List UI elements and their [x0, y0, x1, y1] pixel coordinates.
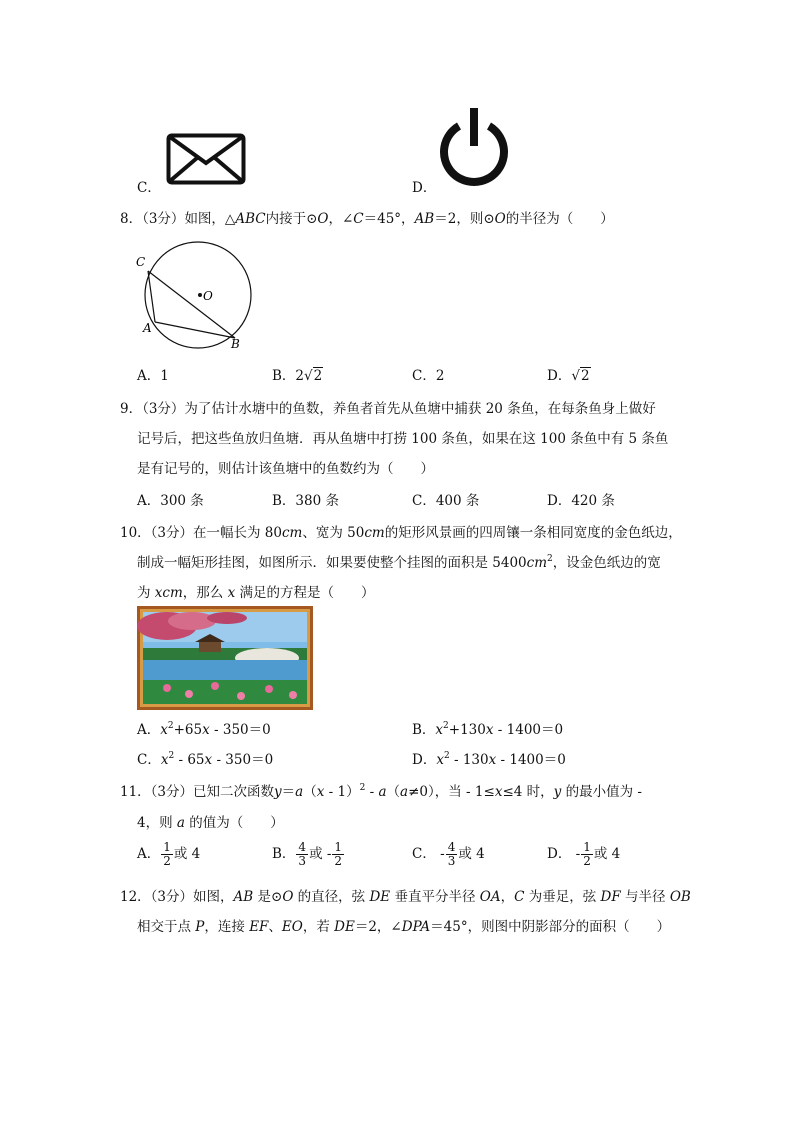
q11-stem-line2: 4，则 a 的值为（ ） — [137, 815, 284, 831]
fig-label-a: A — [143, 321, 152, 335]
power-icon — [438, 106, 510, 190]
q10-option-c: C．$x^2 - 65x - 350=0$ — [137, 751, 274, 768]
q9-stem-line2: 记号后，把这些鱼放归鱼塘．再从鱼塘中打捞 100 条鱼，如果在这 100 条鱼中有 5 条鱼 — [137, 431, 669, 447]
q9-stem-line1: 9．（3分）为了估计水塘中的鱼数，养鱼者首先从鱼塘中捕获 20 条鱼，在每条鱼身上做好 — [120, 401, 656, 417]
q10-option-d: D．$x^2 - 130x - 1400=0$ — [412, 751, 566, 768]
fig-label-c: C — [136, 255, 146, 269]
q9-option-b: B．380 条 — [272, 493, 339, 509]
q7-option-c-label: C． — [137, 180, 161, 196]
q7-option-d-label: D． — [412, 180, 437, 196]
fig-label-b: B — [231, 337, 240, 351]
q10-stem-line1: 10．（3分）在一幅长为 80cm、宽为 50cm的矩形风景画的四周镶一条相同宽度的金色纸边， — [120, 525, 682, 541]
q8-option-a: A．1 — [137, 368, 169, 384]
q8-stem: 8．（3分）如图，△ABC内接于⊙O，∠C＝45°，AB＝2，则⊙O的半径为（ ） — [120, 211, 614, 227]
q11-stem-line1: 11．（3分）已知二次函数y＝a（x - 1）$^2$ - a（a≠0），当 - 1≤x≤4 时，y 的最小值为 - — [120, 783, 642, 800]
q9-option-a: A．300 条 — [137, 493, 204, 509]
q11-option-d: D． - $\frac{1}{2}$ 或 4 — [547, 840, 621, 868]
q9-option-d: D．420 条 — [547, 493, 615, 509]
q10-stem-line2: 制成一幅矩形挂图，如图所示．如果要使整个挂图的面积是 $5400cm^2$，设金色纸边的宽 — [137, 554, 661, 571]
q10-option-a: A．$x^2+65x - 350=0$ — [137, 721, 271, 738]
q8-option-d: D．√2 — [547, 368, 590, 384]
q9-option-c: C．400 条 — [412, 493, 480, 509]
q11-option-a: A． $\frac{1}{2}$ 或 4 — [137, 840, 201, 868]
q8-option-b: B．2√2 — [272, 368, 323, 384]
q11-option-c: C． - $\frac{4}{3}$ 或 4 — [412, 840, 485, 868]
q11-option-b: B． $\frac{4}{3}$ 或 - $\frac{1}{2}$ — [272, 840, 343, 868]
fig-label-o: O — [203, 289, 213, 303]
q10-option-b: B．$x^2+130x - 1400=0$ — [412, 721, 564, 738]
envelope-icon — [166, 133, 246, 189]
q8-circle-figure — [133, 238, 263, 357]
landscape-painting-image — [137, 606, 313, 714]
q8-option-c: C．2 — [412, 368, 445, 384]
q10-stem-line3: 为 xcm，那么 x 满足的方程是（ ） — [137, 585, 375, 601]
q12-stem-line1: 12．（3分）如图，AB 是⊙O 的直径，弦 DE 垂直平分半径 OA，C 为垂足，弦 DF 与半径 OB — [120, 889, 691, 905]
q9-stem-line3: 是有记号的，则估计该鱼塘中的鱼数约为（ ） — [137, 461, 434, 477]
q12-stem-line2: 相交于点 P，连接 EF、EO，若 DE＝2，∠DPA＝45°，则图中阴影部分的面积（ ） — [137, 919, 671, 935]
